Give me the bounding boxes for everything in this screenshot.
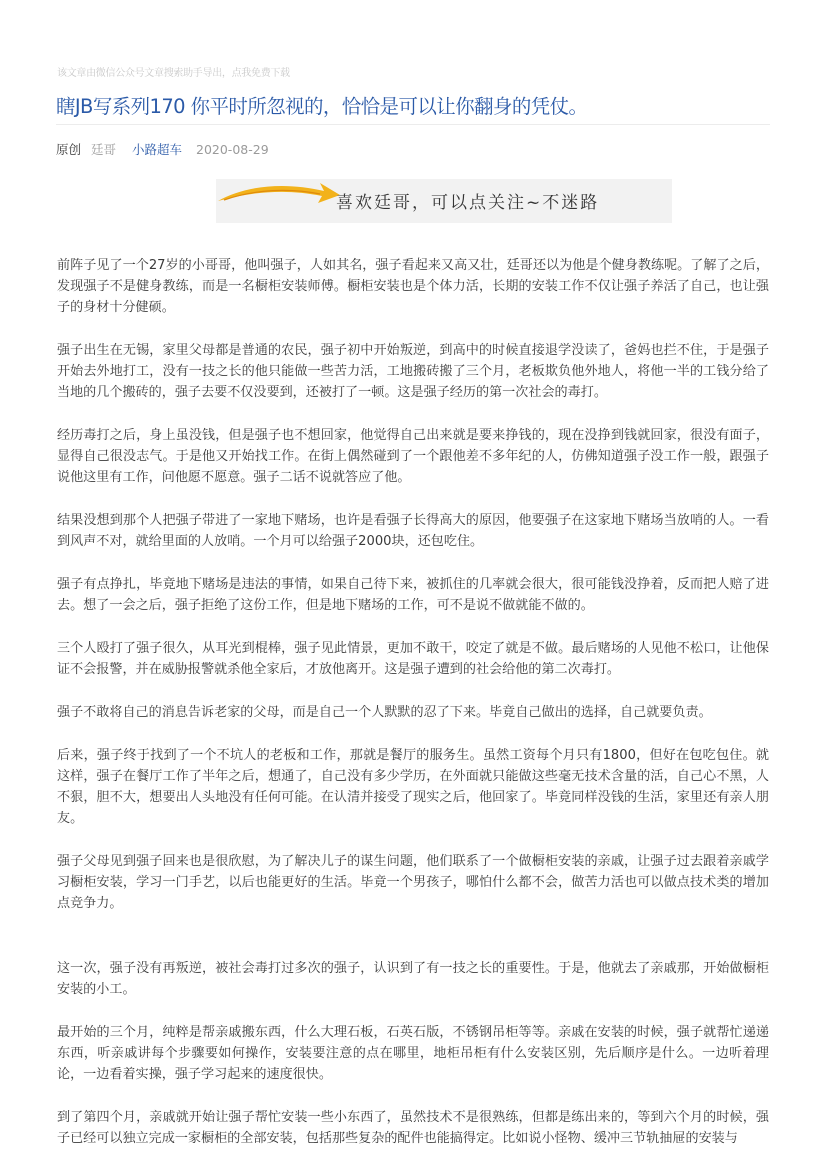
- paragraph: 到了第四个月，亲戚就开始让强子帮忙安装一些小东西了，虽然技术不是很熟练，但都是练出来的，等到六个月的时候，强子已经可以独立完成一家橱柜的全部安装，包括那些复杂的配件也能搞得定。比如说小怪物、缓冲三节轨抽屉的安装与: [57, 1110, 769, 1146]
- export-watermark[interactable]: 该文章由微信公众号文章搜索助手导出，点我免费下载: [57, 68, 290, 79]
- paragraph: 经历毒打之后，身上虽没钱，但是强子也不想回家，他觉得自己出来就是要来挣钱的，现在没挣到钱就回家，很没有面子，显得自己很没志气。于是他又开始找工作。在街上偶然碰到了一个跟他差不多年纪的人，仿佛知道强子没工作一般，跟强子说他这里有工作，问他愿不愿意。强子二话不说就答应了他。: [57, 428, 769, 485]
- paragraph: 结果没想到那个人把强子带进了一家地下赌场，也许是看强子长得高大的原因，他要强子在这家地下赌场当放哨的人。一看到风声不对，就给里面的人放哨。一个月可以给强子2000块，还包吃住。: [57, 513, 769, 549]
- article-meta: [56, 140, 275, 158]
- paragraph: 这一次，强子没有再叛逆，被社会毒打过多次的强子，认识到了有一技之长的重要性。于是，他就去了亲戚那，开始做橱柜安装的小工。: [57, 961, 769, 997]
- follow-banner: [216, 179, 672, 223]
- article-title: 瞎JB写系列170 你平时所忽视的，恰恰是可以让你翻身的凭仗。: [56, 95, 588, 118]
- paragraph: 后来，强子终于找到了一个不坑人的老板和工作，那就是餐厅的服务生。虽然工资每个月只有1800，但好在包吃包住。就这样，强子在餐厅工作了半年之后，想通了，自己没有多少学历，在外面就只能做这些毫无技术含量的活，自己心不黑，人不狠，胆不大，想要出人头地没有任何可能。在认清并接受了现实之后，他回家了。毕竟同样没钱的生活，家里还有亲人朋友。: [57, 748, 769, 826]
- original-label: 原创: [56, 142, 82, 157]
- publish-date: 2020-08-29: [196, 142, 269, 157]
- author-name: 廷哥: [91, 142, 117, 157]
- paragraph: 强子出生在无锡，家里父母都是普通的农民，强子初中开始叛逆，到高中的时候直接退学没读了，爸妈也拦不住，于是强子开始去外地打工，没有一技之长的他只能做一些苦力活，工地搬砖搬了三个月，老板欺负他外地人，将他一半的工钱分给了当地的几个搬砖的，强子去要不仅没要到，还被打了一顿。这是强子经历的第一次社会的毒打。: [57, 343, 769, 400]
- article-body: [57, 255, 769, 1171]
- paragraph: 强子不敢将自己的消息告诉老家的父母，而是自己一个人默默的忍了下来。毕竟自己做出的选择，自己就要负责。: [57, 705, 712, 720]
- paragraph: 强子有点挣扎，毕竟地下赌场是违法的事情，如果自己待下来，被抓住的几率就会很大，很可能钱没挣着，反而把人赔了进去。想了一会之后，强子拒绝了这份工作，但是地下赌场的工作，可不是说不做就能不做的。: [57, 577, 769, 613]
- paragraph: 三个人殴打了强子很久，从耳光到棍棒，强子见此情景，更加不敢干，咬定了就是不做。最后赌场的人见他不松口，让他保证不会报警，并在威胁报警就杀他全家后，才放他离开。这是强子遭到的社会给他的第二次毒打。: [57, 641, 769, 677]
- banner-text: 喜欢廷哥，可以点关注~不迷路: [336, 193, 600, 213]
- paragraph: 最开始的三个月，纯粹是帮亲戚搬东西，什么大理石板，石英石版，不锈钢吊柜等等。亲戚在安装的时候，强子就帮忙递递东西，听亲戚讲每个步骤要如何操作，安装要注意的点在哪里，地柜吊柜有什么安装区别，先后顺序是什么。一边听着理论，一边看着实操，强子学习起来的速度很快。: [57, 1025, 769, 1082]
- paragraph: 强子父母见到强子回来也是很欣慰，为了解决儿子的谋生问题，他们联系了一个做橱柜安装的亲戚，让强子过去跟着亲戚学习橱柜安装，学习一门手艺，以后也能更好的生活。毕竟一个男孩子，哪怕什么都不会，做苦力活也可以做点技术类的增加点竞争力。: [57, 854, 769, 911]
- title-divider: [56, 124, 770, 125]
- paragraph: 前阵子见了一个27岁的小哥哥，他叫强子，人如其名，强子看起来又高又壮，廷哥还以为他是个健身教练呢。了解了之后，发现强子不是健身教练，而是一名橱柜安装师傅。橱柜安装也是个体力活，长期的安装工作不仅让强子养活了自己，也让强子的身材十分健硕。: [57, 258, 769, 315]
- account-link[interactable]: 小路超车: [132, 142, 183, 157]
